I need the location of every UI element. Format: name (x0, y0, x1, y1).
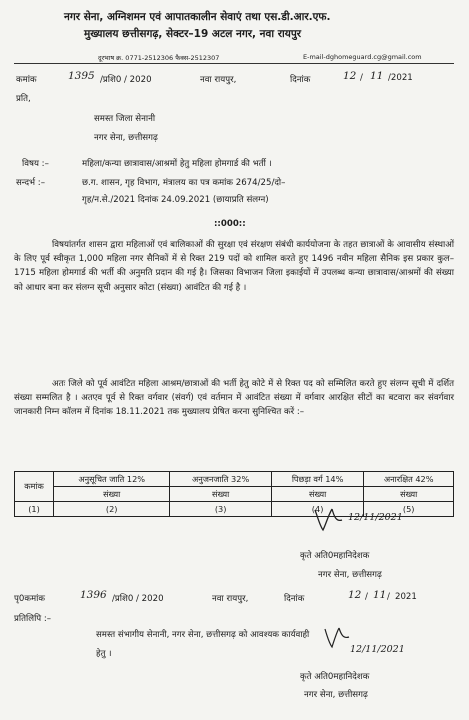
signature-1-line1: कृते अति0महानिदेशक (300, 551, 370, 561)
table-cell: (5) (364, 502, 454, 517)
separator: ::000:: (214, 219, 246, 229)
copy-recipient-line2: हेतु । (96, 649, 112, 659)
table-header-obc: पिछड़ा वर्ग 14% (271, 472, 364, 487)
signature-2 (322, 625, 352, 655)
letterhead-phone: दूरभाष क्र. 0771-2512306 फैक्स-2512307 (98, 54, 220, 62)
table-row (15, 472, 454, 487)
dinank-label: दिनांक (290, 75, 311, 85)
table-cell: (3) (170, 502, 271, 517)
recipient-line2: नगर सेना, छत्तीसगढ़ (94, 133, 158, 143)
copy-date-year: 2021 (395, 592, 417, 602)
header-rule (14, 63, 454, 64)
table-subheader: संख्या (54, 487, 170, 502)
table-header-st: अनुजनजाति 32% (170, 472, 271, 487)
table-row (15, 487, 454, 502)
kramank-number: 1395 (68, 70, 95, 82)
copy-dinank-label: दिनांक (284, 594, 305, 604)
date-year: /2021 (388, 73, 413, 83)
letterhead-line1: नगर सेना, अग्निशमन एवं आपातकालीन सेवाएं तथा एस.डी.आर.एफ. (64, 11, 331, 23)
body-paragraph-2: अतः जिले को पूर्व आवंटित महिला आश्रम/छात्राओं की भर्ती हेतु कोटे में से रिक्त पद को सम्मिलित करते हुए संलग्न सूची में दर्शित संख्या सम्मलित है । अतएव पूर्व से रिक्त वर्गवार (संवर्ग) एवं वर्तमान में आवंटित संख्या में वर्गवार आरक्षित सीटों का बटवारा कर संवर्गवार जानकारी निम्न कॉलम में दिनांक 18.11.2021 तक मुख्यालय प्रेषित करना सुनिश्चित करें :– (14, 379, 454, 418)
table-subheader: संख्या (170, 487, 271, 502)
signature-2-line2: नगर सेना, छत्तीसगढ़ (304, 690, 368, 700)
signature-1-line2: नगर सेना, छत्तीसगढ़ (318, 570, 382, 580)
sandarbh-line1: छ.ग. शासन, गृह विभाग, मंत्रालय का पत्र कमांक 2674/25/दो– (82, 178, 286, 188)
signature-mark-icon (322, 625, 352, 651)
copy-kramank-suffix: /प्रशि0 / 2020 (112, 594, 164, 604)
date-month: 11 (370, 70, 384, 82)
copy-date-month: 11 (373, 589, 387, 601)
signature-1-date: 12/11/2021 (348, 512, 403, 523)
copy-kramank-label: पृ0कमांक (14, 594, 45, 604)
table-cell: (2) (54, 502, 170, 517)
table-cell: (1) (15, 502, 54, 517)
table-subheader: संख्या (364, 487, 454, 502)
signature-2-date: 12/11/2021 (350, 644, 405, 655)
letterhead-line2: मुख्यालय छत्तीसगढ़, सेक्टर–19 अटल नगर, नवा रायपुर (84, 28, 302, 40)
place: नवा रायपुर, (200, 75, 237, 85)
signature-mark-icon (312, 506, 352, 534)
vishay-text: महिला/कन्या छात्रावास/आश्रमों हेतु महिला होमगार्ड की भर्ती । (82, 159, 272, 169)
signature-2-line1: कृते अति0महानिदेशक (300, 672, 370, 682)
letterhead-email: E-mail-dghomeguard.cg@gmail.com (303, 53, 422, 61)
sandarbh-line2: गृह/न.से./2021 दिनांक 24.09.2021 (छायाप्रति संलग्न) (82, 195, 269, 205)
kramank-suffix: /प्रशि0 / 2020 (100, 75, 152, 85)
table-header-sc: अनुसूचित जाति 12% (54, 472, 170, 487)
copy-kramank-number: 1396 (80, 589, 107, 601)
pratilipi-label: प्रतिलिपि :– (14, 614, 52, 624)
prati-label: प्रति, (16, 94, 31, 104)
kramank-label: कमांक (16, 75, 37, 85)
table-subheader: संख्या (271, 487, 364, 502)
vishay-label: विषय :– (22, 159, 49, 169)
copy-recipient-line1: समस्त संभागीय सेनानी, नगर सेना, छत्तीसगढ़ को आवश्यक कार्यवाही (96, 630, 310, 640)
table-header-general: अनारक्षित 42% (364, 472, 454, 487)
recipient-line1: समस्त जिला सेनानी (94, 114, 156, 124)
copy-date-day: 12 (348, 589, 362, 601)
table-header-kramank: कमांक (15, 472, 54, 502)
copy-place: नवा रायपुर, (212, 594, 249, 604)
signature-1 (312, 506, 352, 538)
sandarbh-label: सन्दर्भ :– (16, 178, 45, 188)
table-cell: (4) (271, 502, 364, 517)
letter-page: नगर सेना, अग्निशमन एवं आपातकालीन सेवाएं तथा एस.डी.आर.एफ. मुख्यालय छत्तीसगढ़, सेक्टर–19 अटल नगर, नवा रायपुर दूरभाष क्र. 0771-2512306 फैक्स-2512307 E-mail-dghomeguard.cg@gmail.com कमांक 1395 /प्रशि0 / 2020 नवा रायपुर, दिनांक 12 / 11 /2021 प्रति, समस्त जिला सेनानी नगर सेना, छत्तीसगढ़ विषय :– महिला/कन्या छात्रावास/आश्रमों हेतु महिला होमगार्ड की भर्ती । सन्दर्भ :– छ.ग. शासन, गृह विभाग, मंत्रालय का पत्र कमांक 2674/25/दो– गृह/न.से./2021 दिनांक 24.09.2021 (छायाप्रति संलग्न) ::000:: विषयांतर्गत शासन द्वारा महिलाओं एवं बालिकाओं की सुरक्षा एवं संरक्षण संबंधी कार्ययोजना के तहत छात्राओं के आवासीय संस्थाओं के लिए पूर्व स्वीकृत 1,000 महिला नगर सैनिकों में से रिक्त 219 पदों को शामिल करते हुए 1496 नवीन महिला सैनिक इस प्रकार कुल–1715 महिला होमगार्ड की भर्ती की अनुमति प्रदान की गई है। जिसका विभाजन जिला इकाईयों में उपलब्ध कन्या छात्रावास/आश्रमों की संख्या को आधार बना कर संलग्न सूची अनुसार कोटा (संख्या) आवंटित की गई है । अतः जिले को पूर्व आवंटित महिला आश्रम/छात्राओं की भर्ती हेतु कोटे में से रिक्त पद को सम्मिलित करते हुए संलग्न सूची में दर्शित संख्या सम्मलित है । अतएव पूर्व से रिक्त वर्गवार (संवर्ग) एवं वर्तमान में आवंटित संख्या में वर्गवार आरक्षित सीटों का बटवारा कर संवर्गवार जानकारी निम्न कॉलम में दिनांक 18.11.2021 तक मुख्यालय प्रेषित करना सुनिश्चित करें :– कमांक अनुसूचित जाति 12% अनुजनजाति 32% पिछड़ा वर्ग 14% अनारक्षित 42% संख्या संख्या संख्या संख्या (1) (2) (3) (4) (5) 12/11/2021 कृते अति0महानिदेशक नगर सेना, छत्तीसगढ़ पृ0कमांक 1396 /प्रशि0 / 2020 नवा रायपुर, दिनांक 12 / 11 / 2021 प्रतिलिपि :– समस्त संभागीय सेनानी, नगर सेना, छत्तीसगढ़ को आवश्यक कार्यवाही हेतु । 12/11/2021 कृते अति0महानिदेशक नगर सेना, छत्तीसगढ़ (14, 11, 454, 700)
quota-table (14, 471, 454, 517)
body-paragraph-1: विषयांतर्गत शासन द्वारा महिलाओं एवं बालिकाओं की सुरक्षा एवं संरक्षण संबंधी कार्ययोजना के तहत छात्राओं के आवासीय संस्थाओं के लिए पूर्व स्वीकृत 1,000 महिला नगर सैनिकों में से रिक्त 219 पदों को शामिल करते हुए 1496 नवीन महिला सैनिक इस प्रकार कुल–1715 महिला होमगार्ड की भर्ती की अनुमति प्रदान की गई है। जिसका विभाजन जिला इकाईयों में उपलब्ध कन्या छात्रावास/आश्रमों की संख्या को आधार बना कर संलग्न सूची अनुसार कोटा (संख्या) आवंटित की गई है । (14, 240, 454, 293)
date-day: 12 (343, 70, 357, 82)
